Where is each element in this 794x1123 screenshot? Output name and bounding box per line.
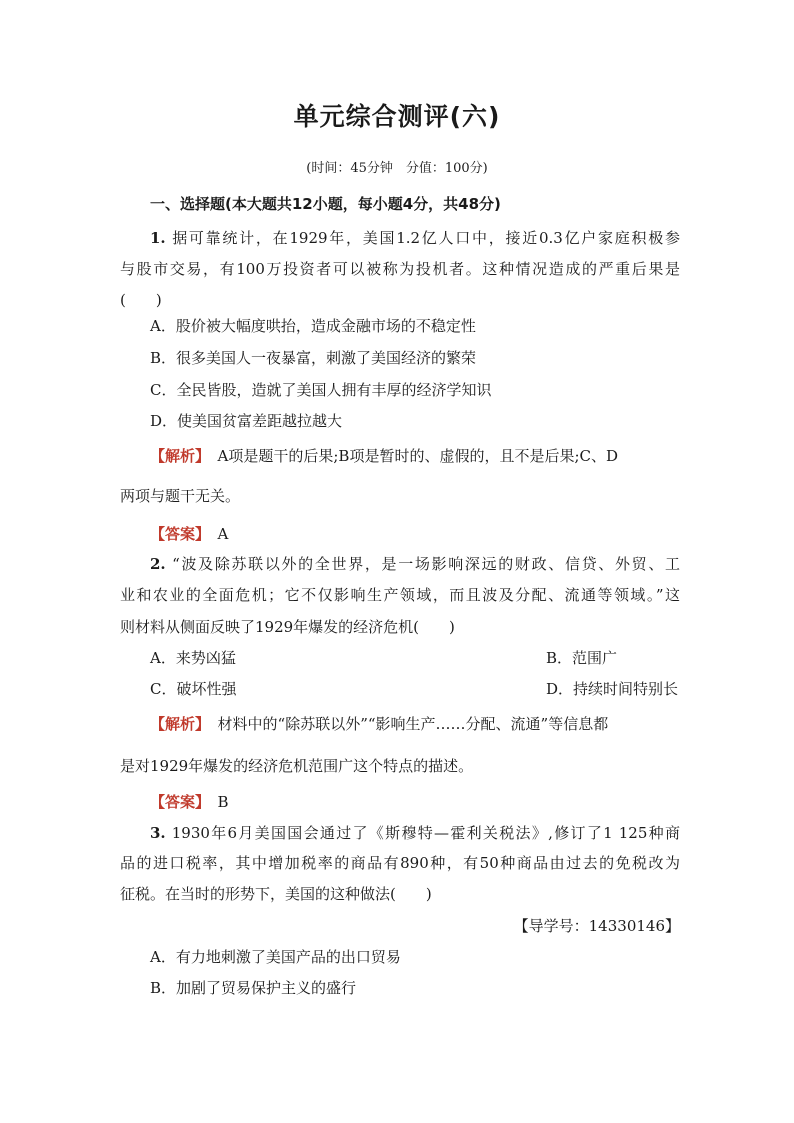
question-1-stem-line-3: ( ) [120, 291, 162, 309]
question-3-stem-line-3: 征税。在当时的形势下，美国的这种做法( ) [120, 885, 432, 903]
question-2-option-a: A．来势凶猛 [150, 649, 236, 667]
question-3-option-b: B．加剧了贸易保护主义的盛行 [150, 979, 357, 997]
question-1-option-a: A．股价被大幅度哄抬，造成金融市场的不稳定性 [150, 317, 476, 335]
question-1-number: 1. [150, 229, 166, 247]
question-1-analysis-line-1: 【解析】 A项是题干的后果;B项是暂时的、虚假的，且不是后果;C、D [150, 447, 618, 465]
question-2-option-b: B．范围广 [546, 649, 618, 667]
question-1-option-d: D．使美国贫富差距越拉越大 [150, 412, 343, 430]
question-2-option-d: D．持续时间特别长 [546, 680, 679, 698]
question-2-options-row-1 [150, 648, 680, 668]
guide-number: 【导学号：14330146】 [513, 917, 680, 935]
question-2-analysis-line-1: 【解析】 材料中的“除苏联以外”“影响生产……分配、流通”等信息都 [150, 715, 609, 733]
question-1-option-b: B．很多美国人一夜暴富，刺激了美国经济的繁荣 [150, 349, 477, 367]
answer-tag: 【答案】 [150, 525, 203, 543]
question-3-option-a: A．有力地刺激了美国产品的出口贸易 [150, 948, 401, 966]
question-2-stem-line-3: 则材料从侧面反映了1929年爆发的经济危机( ) [120, 618, 455, 636]
section-heading: 一、选择题(本大题共12小题，每小题4分，共48分) [150, 195, 501, 213]
question-3-stem-line-2: 品的进口税率，其中增加税率的商品有890种，有50种商品由过去的免税改为 [120, 854, 680, 872]
question-1-stem-line-2: 与股市交易，有100万投资者可以被称为投机者。这种情况造成的严重后果是 [120, 260, 680, 278]
question-3-number: 3. [150, 824, 166, 842]
question-1-analysis-line-2: 两项与题干无关。 [120, 487, 241, 505]
question-2-option-c: C．破坏性强 [150, 680, 237, 698]
question-2-options-row-2 [150, 679, 680, 699]
question-1-answer: 【答案】 A [150, 525, 229, 543]
question-2-stem-line-1: 2. “波及除苏联以外的全世界，是一场影响深远的财政、信贷、外贸、工 [150, 555, 680, 573]
question-2-number: 2. [150, 555, 166, 573]
answer-tag: 【答案】 [150, 793, 203, 811]
page-subtitle: (时间：45分钟 分值：100分) [306, 161, 488, 176]
question-2-stem-line-2: 业和农业的全面危机；它不仅影响生产领域，而且波及分配、流通等领域。”这 [120, 586, 680, 604]
page-title: 单元综合测评(六) [293, 102, 501, 131]
question-1-stem-line-1: 1. 据可靠统计，在1929年，美国1.2亿人口中，接近0.3亿户家庭积极参 [150, 229, 680, 247]
analysis-tag: 【解析】 [150, 715, 203, 733]
question-2-answer: 【答案】 B [150, 793, 229, 811]
question-2-analysis-line-2: 是对1929年爆发的经济危机范围广这个特点的描述。 [120, 757, 474, 775]
question-3-stem-line-1: 3. 1930年6月美国国会通过了《斯穆特—霍利关税法》,修订了1 125种商 [150, 824, 680, 842]
question-1-option-c: C．全民皆股，造就了美国人拥有丰厚的经济学知识 [150, 381, 492, 399]
analysis-tag: 【解析】 [150, 447, 203, 465]
